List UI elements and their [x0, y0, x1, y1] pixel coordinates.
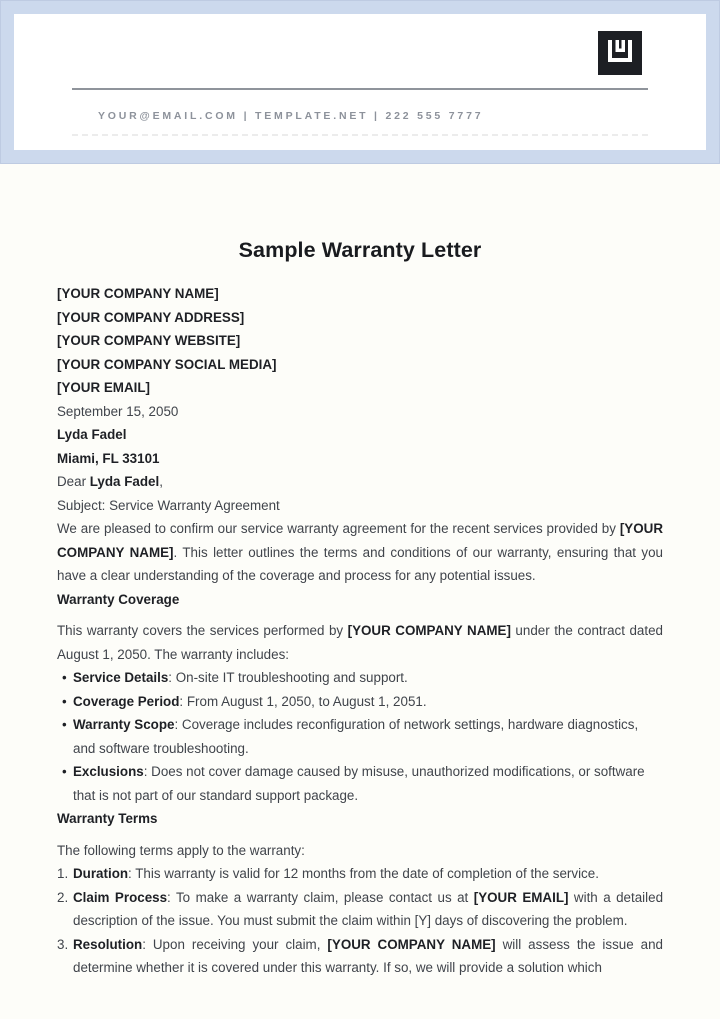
- letter-line: September 15, 2050: [57, 403, 179, 419]
- letter-line: [YOUR COMPANY SOCIAL MEDIA]: [57, 356, 277, 372]
- letter-line: Dear Lyda Fadel,: [57, 474, 163, 489]
- letter-line: Miami, FL 33101: [57, 450, 160, 466]
- coverage-lead-paragraph: This warranty covers the services performed by [YOUR COMPANY NAME] under the contract dated August 1, 2050. The warranty includes:: [57, 623, 663, 662]
- company-and-recipient-block: [57, 282, 663, 517]
- terms-lead-paragraph: The following terms apply to the warranty:: [57, 842, 305, 858]
- letterhead-card: [14, 14, 706, 150]
- section-heading-warranty-terms: Warranty Terms: [57, 811, 158, 826]
- letter-line: [YOUR COMPANY WEBSITE]: [57, 333, 241, 348]
- section-heading-warranty-coverage: Warranty Coverage: [57, 591, 180, 607]
- list-item: Resolution: Upon receiving your claim, [YOUR COMPANY NAME] will assess the issue and determine whether it is covered under this warranty. If so, we will provide a solution which: [73, 936, 663, 975]
- letter-line: [YOUR EMAIL]: [57, 380, 150, 395]
- list-item: • Coverage Period: From August 1, 2050, to August 1, 2051.: [73, 690, 663, 714]
- list-item: Duration: This warranty is valid for 12 months from the date of completion of the service.: [73, 866, 599, 881]
- letterhead-dashed-line: [72, 134, 648, 136]
- letter-line: [YOUR COMPANY ADDRESS]: [57, 309, 245, 325]
- letter-title: Sample Warranty Letter: [238, 238, 482, 262]
- lu-monogram-logo-icon: [598, 31, 642, 75]
- letter-line: Lyda Fadel: [57, 427, 127, 442]
- coverage-bullet-list: [57, 666, 663, 807]
- terms-numbered-list: [57, 862, 663, 980]
- list-item: • Warranty Scope: Coverage includes reconfiguration of network settings, hardware diagnostics, and software troubleshooting.: [73, 713, 663, 760]
- letterhead: [0, 0, 720, 164]
- letter-body: [0, 238, 720, 980]
- letter-line: Subject: Service Warranty Agreement: [57, 497, 280, 513]
- letter-line: [YOUR COMPANY NAME]: [57, 286, 219, 301]
- intro-paragraph: We are pleased to confirm our service warranty agreement for the recent services provided by [YOUR COMPANY NAME]. This letter outlines the terms and conditions of our warranty, ensuring that you have a clear understanding of the coverage and process for any potential issues.: [57, 521, 663, 583]
- list-item: • Service Details: On-site IT troubleshooting and support.: [73, 666, 663, 690]
- letterhead-contact-line: YOUR@EMAIL.COM | TEMPLATE.NET | 222 555 7777: [98, 110, 484, 122]
- list-item: • Exclusions: Does not cover damage caused by misuse, unauthorized modifications, or software that is not part of our standard support package.: [73, 760, 663, 807]
- logo-row: [72, 31, 648, 75]
- letterhead-divider: [72, 88, 648, 90]
- list-item: Claim Process: To make a warranty claim, please contact us at [YOUR EMAIL] with a detailed description of the issue. You must submit the claim within [Y] days of discovering the problem.: [73, 889, 664, 928]
